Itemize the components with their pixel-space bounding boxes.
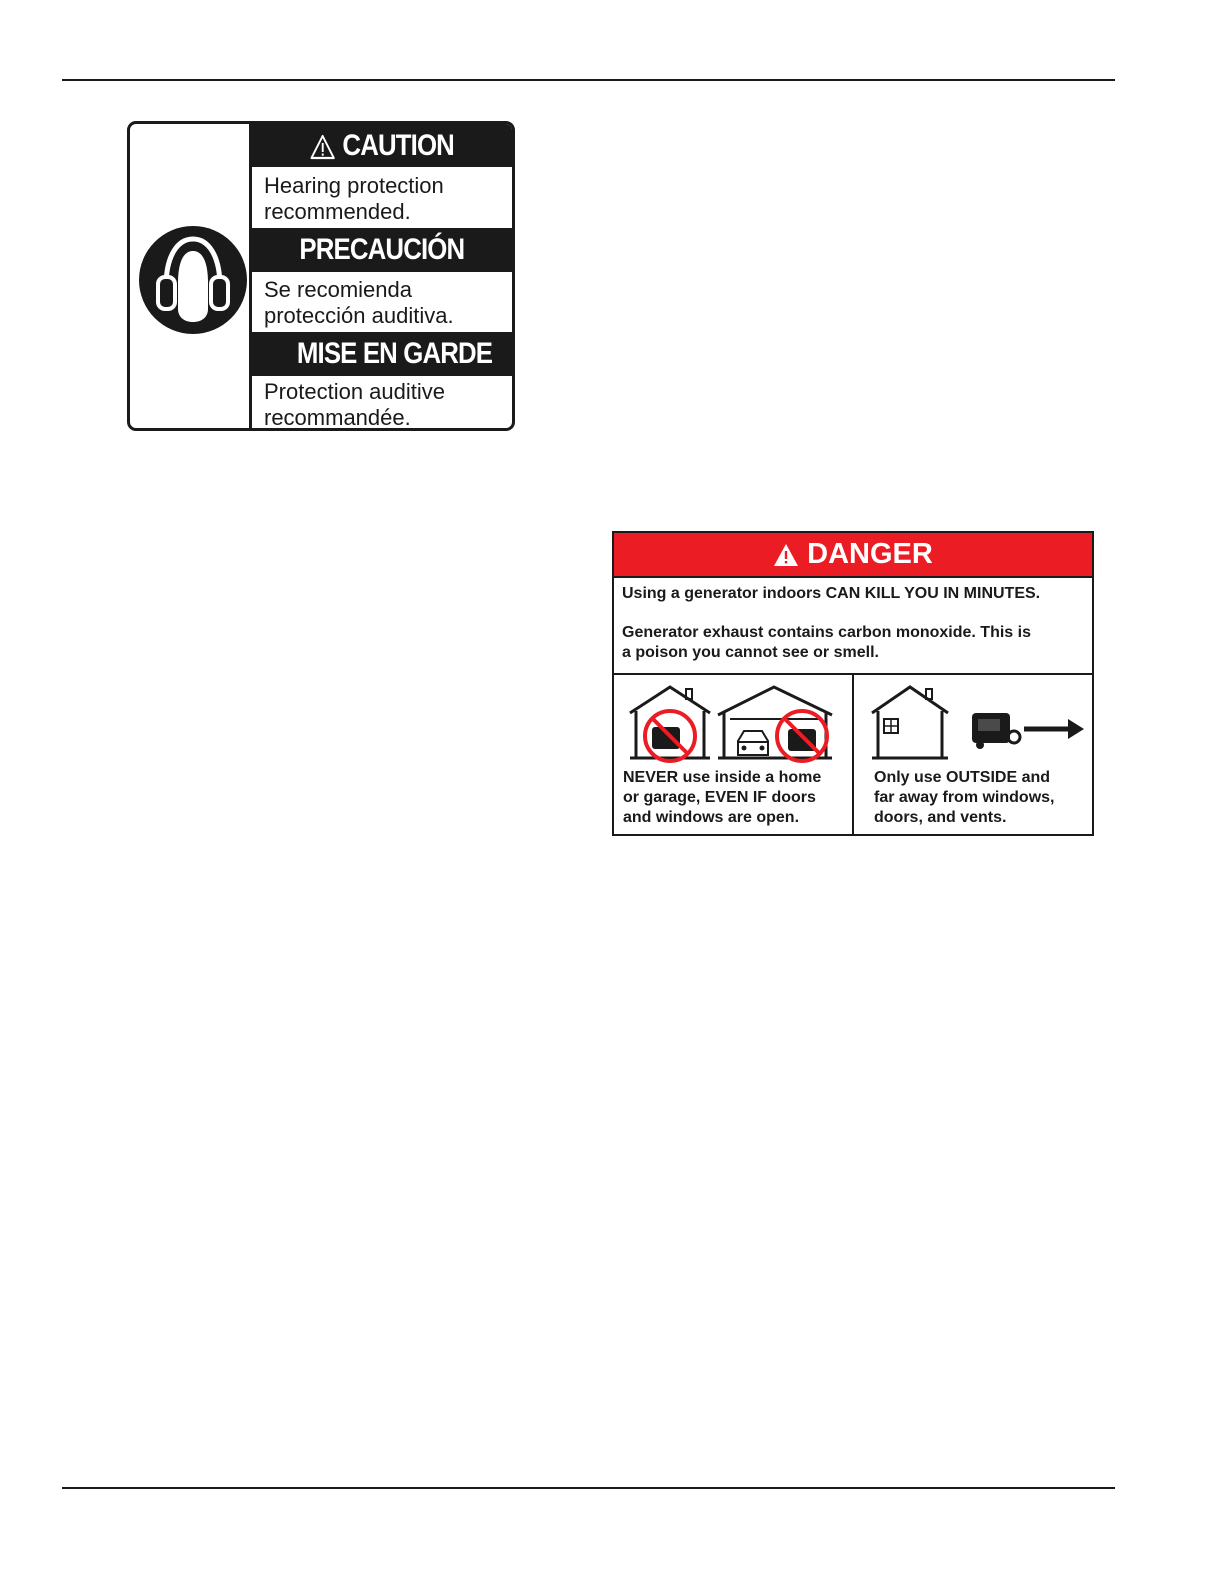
house-icon xyxy=(872,687,948,758)
caution-text-fr: Protection auditive recommandée. xyxy=(264,379,445,430)
danger-triangle-icon xyxy=(773,543,799,567)
caution-text-panel xyxy=(252,124,512,428)
outdoor-use-pictogram xyxy=(854,675,1092,767)
caution-label xyxy=(127,121,515,431)
footer-rule xyxy=(62,1487,1115,1489)
caution-heading-es: PRECAUCIÓN xyxy=(252,228,512,272)
caution-icon-panel xyxy=(130,124,252,428)
caution-heading-en: CAUTION xyxy=(252,124,512,167)
never-use-text: NEVER use inside a home or garage, EVEN IF doors and windows are open. xyxy=(623,769,822,826)
danger-label xyxy=(612,531,1094,836)
warning-triangle-icon xyxy=(310,134,336,160)
only-outside-text: Only use OUTSIDE and far away from windows, doors, and vents. xyxy=(874,769,1055,826)
danger-heading: DANGER xyxy=(614,533,1092,578)
arrow-right-icon xyxy=(1024,719,1084,739)
danger-line-2b: a poison you cannot see or smell. xyxy=(622,644,879,661)
indoor-prohibited-pictogram xyxy=(614,675,852,767)
danger-message xyxy=(614,578,1092,675)
danger-line-1: Using a generator indoors CAN KILL YOU IN MINUTES. xyxy=(622,585,1041,602)
garage-no-generator-icon xyxy=(718,687,832,761)
header-rule xyxy=(62,79,1115,81)
caution-text-es: Se recomienda protección auditiva. xyxy=(264,277,454,328)
danger-outside-panel xyxy=(854,675,1092,834)
house-no-generator-icon xyxy=(630,687,710,761)
danger-never-panel xyxy=(614,675,854,834)
generator-icon xyxy=(972,713,1020,749)
danger-line-2a: Generator exhaust contains carbon monoxide. This is xyxy=(622,624,1031,641)
caution-text-en: Hearing protection recommended. xyxy=(264,173,444,224)
caution-heading-fr: MISE EN GARDE xyxy=(252,332,512,376)
ear-protection-icon xyxy=(138,225,248,335)
